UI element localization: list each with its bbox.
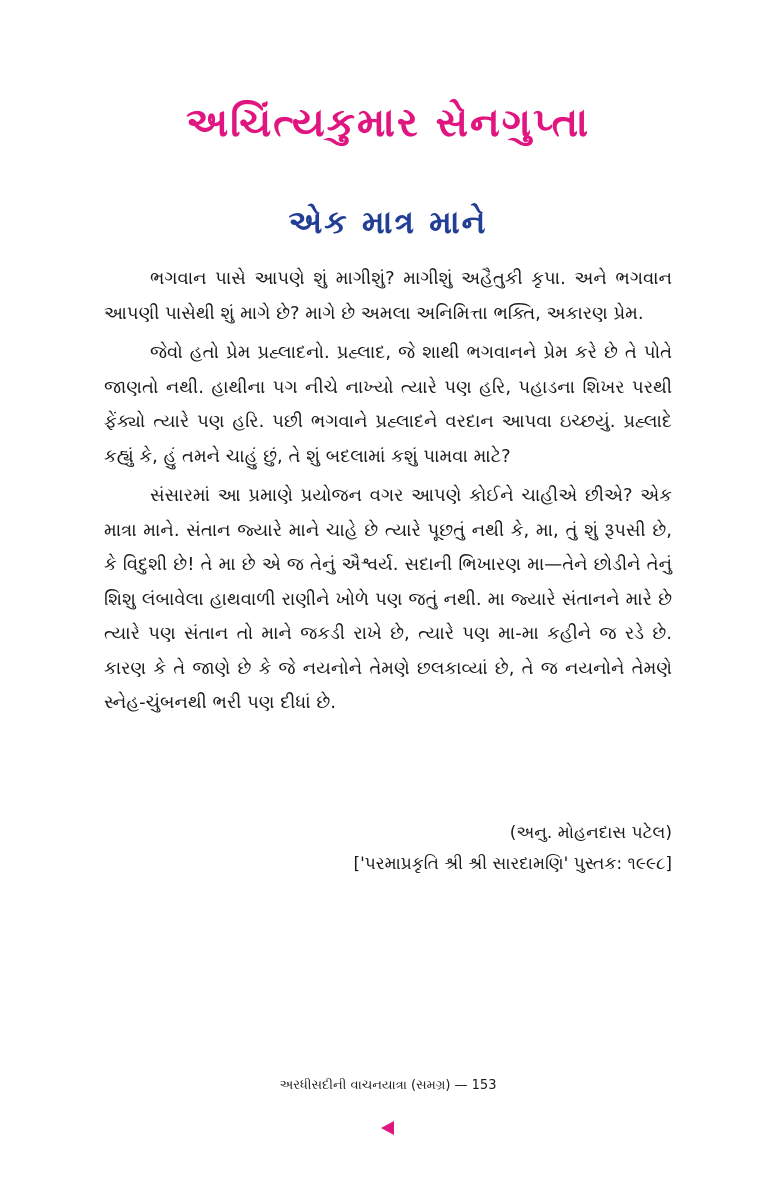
paragraph: સંસારમાં આ પ્રમાણે પ્રયોજન વગર આપણે કોઈને ચાહીએ છીએ? એક માત્રા માને. સંતાન જ્યારે માને ચાહે છે ત્યારે પૂછતું નથી કે, મા, તું શું રૂપસી છે, કે વિદુશી છે! તે મા છે એ જ તેનું ઐશ્વર્ય. સદાની ભિખારણ મા—તેને છોડીને તેનું શિશુ લંબાવેલા હાથવાળી રાણીને ખોળે પણ જતું નથી. મા જ્યારે સંતાનને મારે છે ત્યારે પણ સંતાન તો માને જકડી રાખે છે, ત્યારે પણ મા-મા કહીને જ રડે છે. કારણ કે તે જાણે છે કે જે નયનોને તેમણે છલકાવ્યાં છે, તે જ નયનોને તેમણે સ્નેહ-ચુંબનથી ભરી પણ દીધાં છે. <box>104 485 672 713</box>
paragraph: ભગવાન પાસે આપણે શું માગીશું? માગીશું અહૈતુકી કૃપા. અને ભગવાન આપણી પાસેથી શું માગે છે? માગે છે અમલા અનિમિત્તા ભક્તિ, અકારણ પ્રેમ. <box>104 268 672 324</box>
author-name: અચિંત્યકુમાર સેનગુપ્તા <box>185 100 590 146</box>
paragraph: જેવો હતો પ્રેમ પ્રહ્લાદનો. પ્રહ્લાદ, જે શાથી ભગવાનને પ્રેમ કરે છે તે પોતે જાણતો નથી. હાથીના પગ નીચે નાખ્યો ત્યારે પણ હરિ, પહાડના શિખર પરથી ફેંક્યો ત્યારે પણ હરિ. પછી ભગવાને પ્રહ્લાદને વરદાન આપવા ઇચ્છયું. પ્રહ્લાદે કહ્યું કે, હું તમને ચાહું છું, તે શું બદલામાં કશું પામવા માટે? <box>104 342 672 467</box>
page-footer: અરધીસદીની વાચનયાત્રા (સમગ્ર) — 153 <box>279 1078 497 1093</box>
story-body <box>104 262 672 726</box>
previous-page-arrow-icon[interactable] <box>381 1121 394 1135</box>
translator-credit: (અનુ. મોહનદાસ પટેલ) <box>509 823 672 843</box>
story-title: એક માત્ર માને <box>288 203 488 241</box>
source-citation: ['પરમાપ્રકૃતિ શ્રી શ્રી સારદામણિ' પુસ્તક: ૧૯૯૮] <box>353 854 672 874</box>
